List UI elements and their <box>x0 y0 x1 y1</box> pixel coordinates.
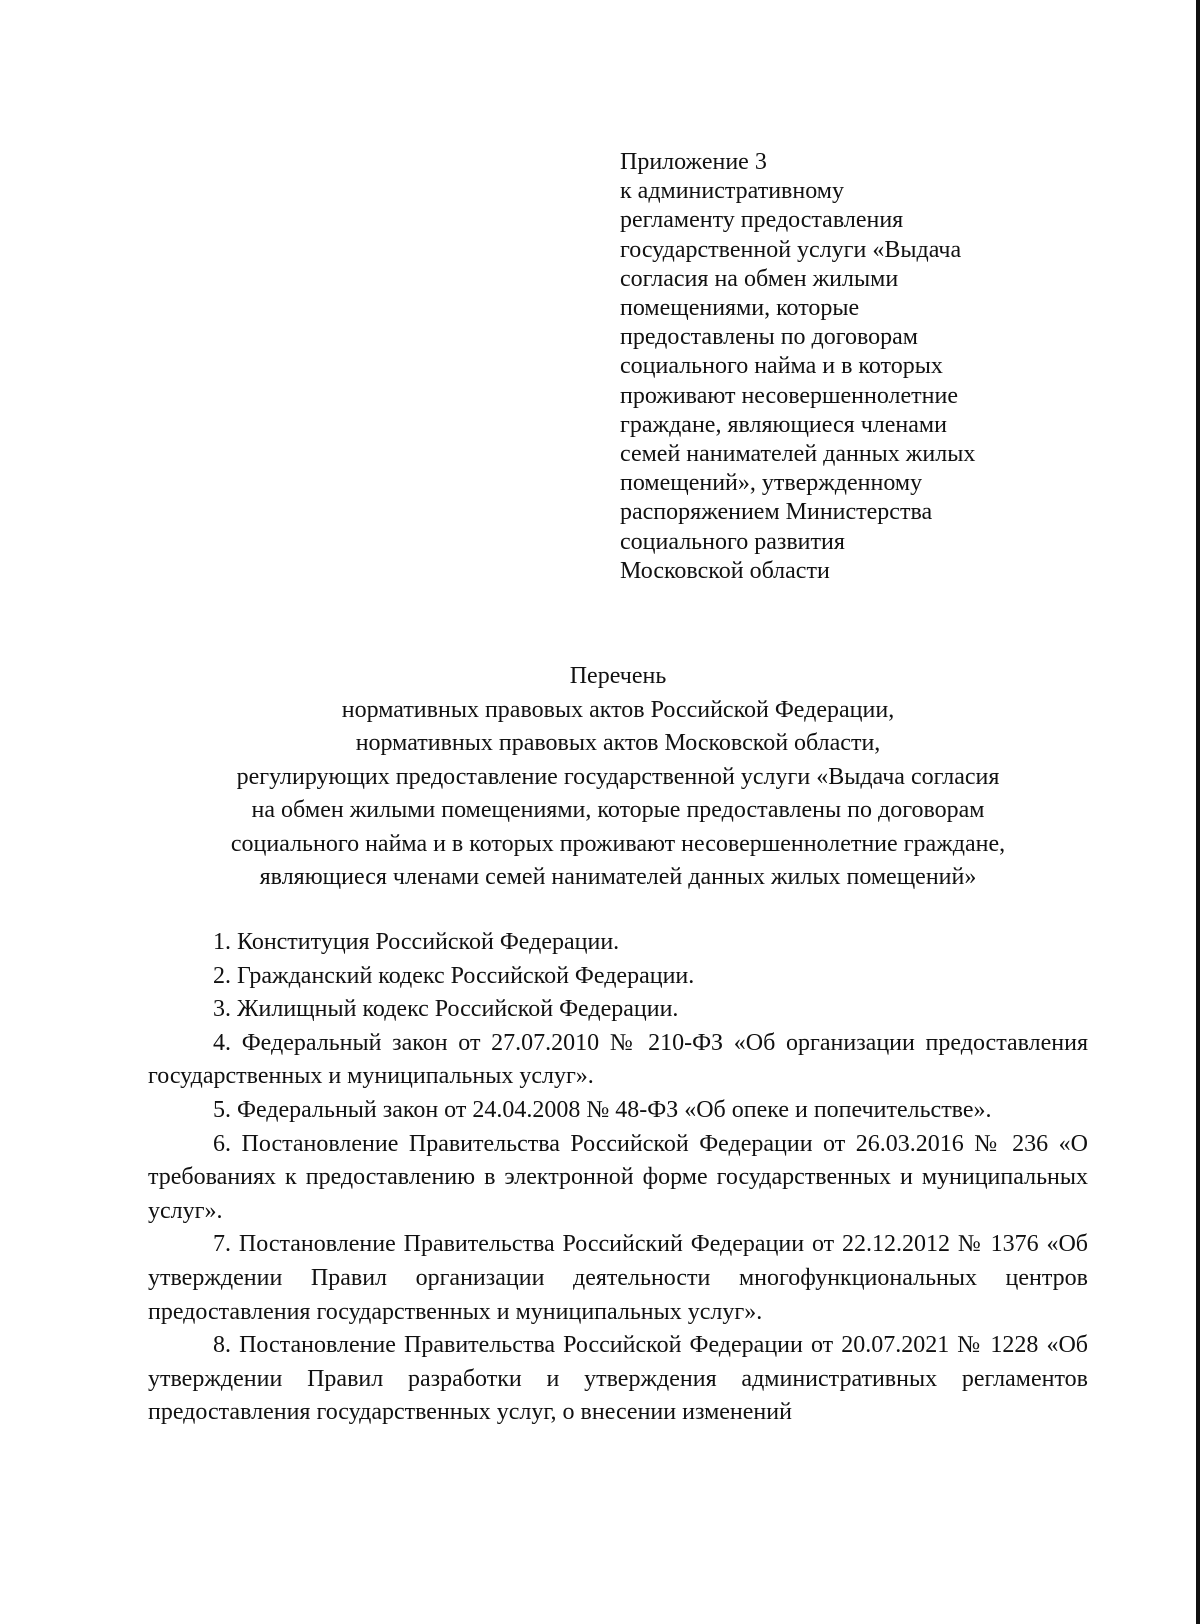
title-line: на обмен жилыми помещениями, которые предоставлены по договорам <box>251 797 985 823</box>
appendix-line: Московской области <box>620 557 830 584</box>
list-item: 7. Постановление Правительства Российский Федерации от 22.12.2012 № 1376 «Об утверждении Правил организации деятельности многофункциональных центров предоставления государственных и муниципальных услуг». <box>148 1231 1088 1325</box>
appendix-line: к административному <box>620 178 844 205</box>
appendix-line: граждане, являющиеся членами <box>620 411 947 438</box>
list-item: 2. Гражданский кодекс Российской Федерации. <box>213 962 695 989</box>
title-line: социального найма и в которых проживают несовершеннолетние граждане, <box>230 830 1006 857</box>
appendix-line: Приложение 3 <box>620 149 767 175</box>
title-line: нормативных правовых актов Московской области, <box>355 730 881 756</box>
document-title <box>148 660 1088 895</box>
list-item: 8. Постановление Правительства Российской Федерации от 20.07.2021 № 1228 «Об утверждении Правил разработки и утверждения административных регламентов предоставления государственных услуг, о внесении изменений <box>148 1332 1088 1426</box>
appendix-line: социального найма и в которых <box>620 353 943 380</box>
title-line: Перечень <box>569 663 667 689</box>
page-edge-border <box>1196 0 1200 1624</box>
list-item: 3. Жилищный кодекс Российской Федерации. <box>213 996 679 1023</box>
list-item: 5. Федеральный закон от 24.04.2008 № 48-ФЗ «Об опеке и попечительстве». <box>213 1096 992 1123</box>
appendix-line: распоряжением Министерства <box>620 499 933 526</box>
appendix-line: предоставлены по договорам <box>620 324 918 351</box>
title-line: нормативных правовых актов Российской Федерации, <box>341 696 895 723</box>
list-item: 6. Постановление Правительства Российской Федерации от 26.03.2016 № 236 «О требованиях к предоставлению в электронной форме государственных и муниципальных услуг». <box>148 1130 1088 1224</box>
appendix-line: согласия на обмен жилыми <box>620 265 899 292</box>
title-line: являющиеся членами семей нанимателей данных жилых помещений» <box>259 864 977 890</box>
appendix-line: социального развития <box>620 528 845 555</box>
appendix-header <box>620 148 1040 586</box>
appendix-line: проживают несовершеннолетние <box>620 382 958 409</box>
appendix-line: помещений», утвержденному <box>620 470 923 497</box>
appendix-line: государственной услуги «Выдача <box>620 236 962 263</box>
legal-acts-list <box>148 926 1088 1430</box>
title-line: регулирующих предоставление государственной услуги «Выдача согласия <box>236 763 1000 790</box>
appendix-line: помещениями, которые <box>620 295 860 322</box>
list-item: 1. Конституция Российской Федерации. <box>213 929 620 955</box>
appendix-line: семей нанимателей данных жилых <box>620 441 976 468</box>
appendix-line: регламенту предоставления <box>620 207 904 234</box>
list-item: 4. Федеральный закон от 27.07.2010 № 210-ФЗ «Об организации предоставления государственных и муниципальных услуг». <box>148 1029 1088 1090</box>
